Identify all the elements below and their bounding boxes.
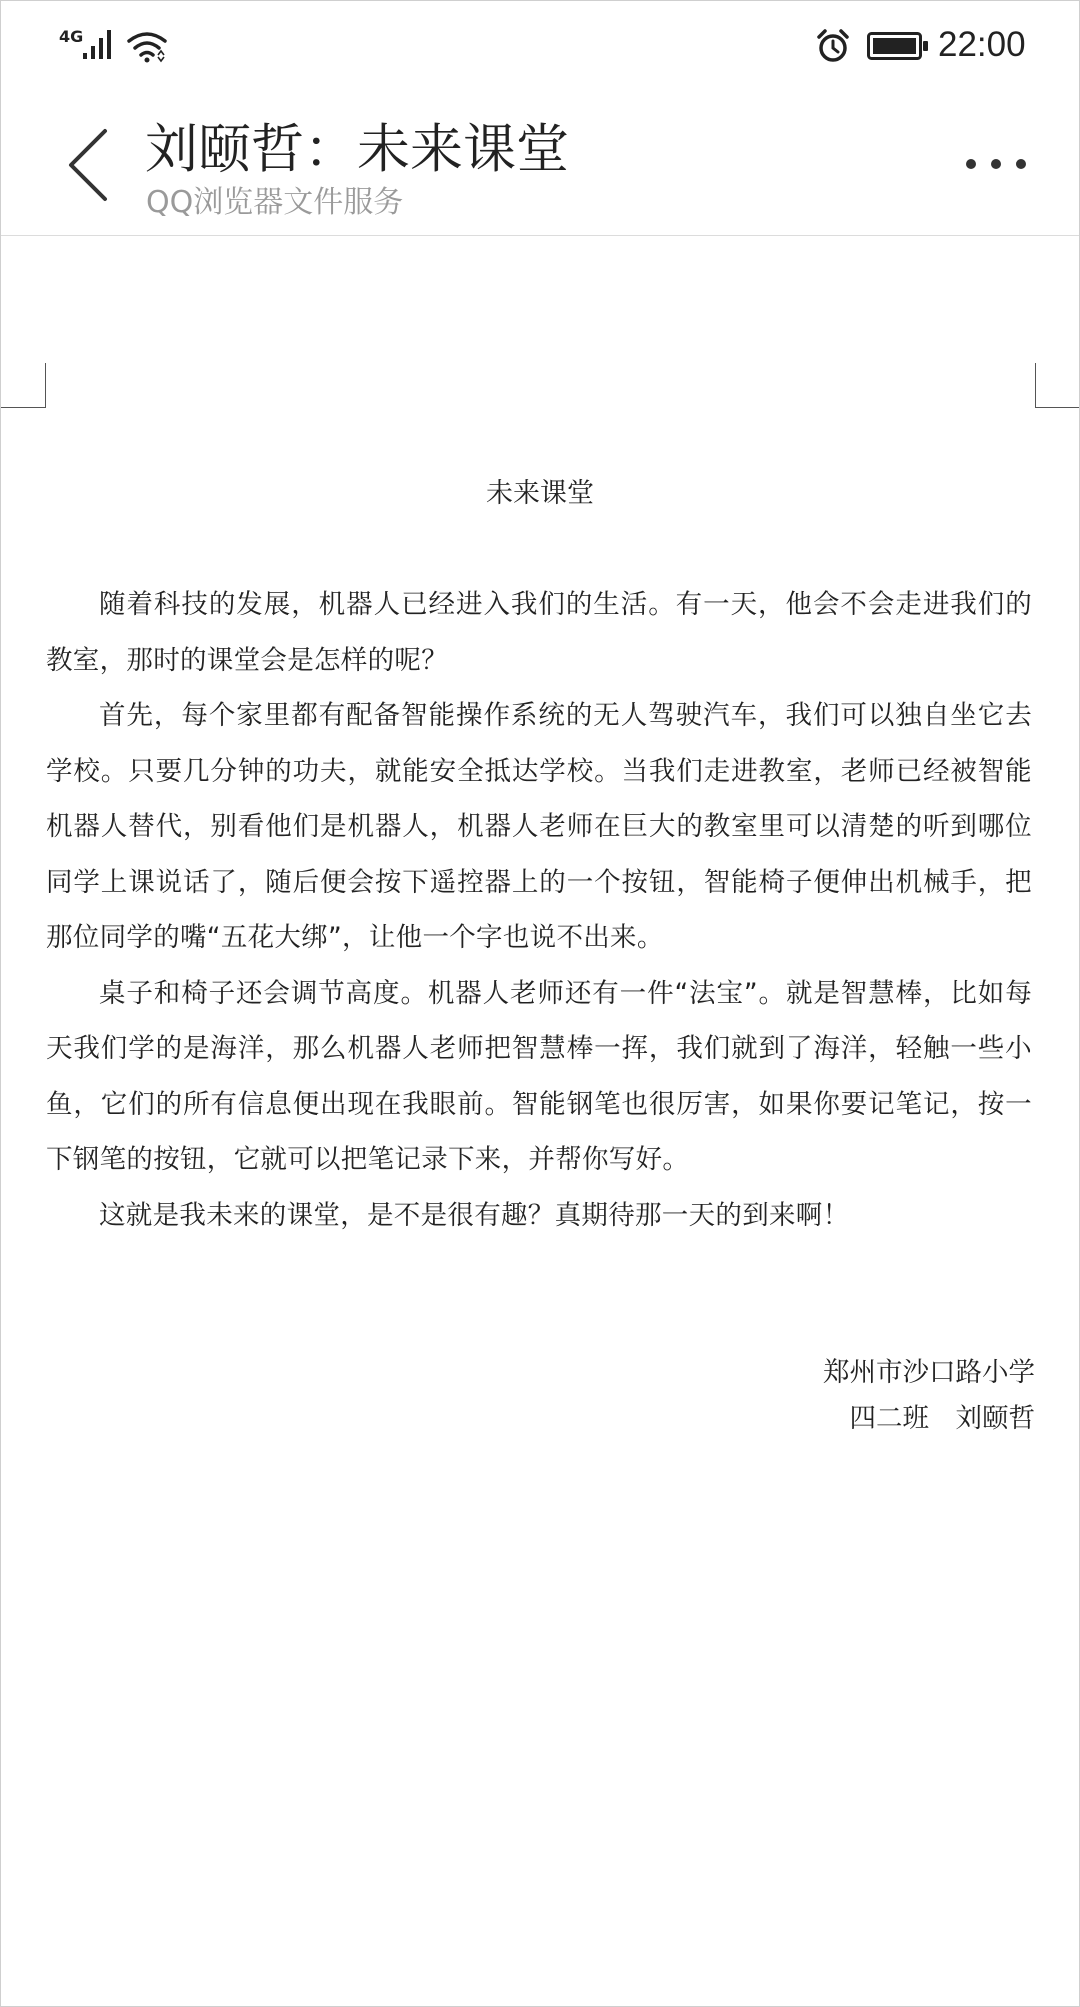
document-source-subtitle: QQ浏览器文件服务 bbox=[146, 185, 404, 220]
essay-signature bbox=[823, 1351, 1035, 1441]
back-button[interactable] bbox=[59, 123, 119, 207]
school-name: 郑州市沙口路小学 bbox=[823, 1357, 1035, 1388]
essay-heading: 未来课堂 bbox=[486, 478, 594, 509]
alarm-icon bbox=[815, 28, 851, 64]
status-time: 22:00 bbox=[938, 25, 1026, 64]
essay-paragraph: 随着科技的发展，机器人已经进入我们的生活。有一天，他会不会走进我们的教室，那时的课堂会是怎样的呢？ bbox=[46, 589, 1032, 676]
page-corner-mark-right bbox=[1035, 363, 1080, 408]
essay-paragraph: 首先，每个家里都有配备智能操作系统的无人驾驶汽车，我们可以独自坐它去学校。只要几分钟的功夫，就能安全抵达学校。当我们走进教室，老师已经被智能机器人替代，别看他们是机器人，机器人老师在巨大的教室里可以清楚的听到哪位同学上课说话了，随后便会按下遥控器上的一个按钮，智能椅子便伸出机械手，把那位同学的嘴“五花大绑”，让他一个字也说不出来。 bbox=[46, 700, 1032, 953]
chevron-left-icon bbox=[59, 123, 119, 207]
essay-body bbox=[46, 577, 1032, 1243]
document-title: 刘颐哲：未来课堂 bbox=[145, 119, 569, 180]
essay-paragraph: 桌子和椅子还会调节高度。机器人老师还有一件“法宝”。就是智慧棒，比如每天我们学的是海洋，那么机器人老师把智慧棒一挥，我们就到了海洋，轻触一些小鱼，它们的所有信息便出现在我眼前。智能钢笔也很厉害，如果你要记笔记，按一下钢笔的按钮，它就可以把笔记录下来，并帮你写好。 bbox=[46, 977, 1032, 1175]
more-dots-icon bbox=[961, 149, 1031, 179]
title-bar bbox=[1, 93, 1079, 236]
battery-icon bbox=[867, 32, 929, 60]
status-bar bbox=[1, 1, 1079, 93]
wifi-icon bbox=[125, 29, 169, 63]
network-type-label: 4G bbox=[59, 27, 84, 46]
more-options-button[interactable] bbox=[961, 149, 1031, 179]
essay-paragraph: 这就是我未来的课堂，是不是很有趣？真期待那一天的到来啊！ bbox=[99, 1199, 850, 1231]
signal-icon bbox=[81, 27, 117, 61]
page-corner-mark-left bbox=[1, 363, 46, 408]
class-and-author: 四二班 刘颐哲 bbox=[849, 1403, 1035, 1434]
